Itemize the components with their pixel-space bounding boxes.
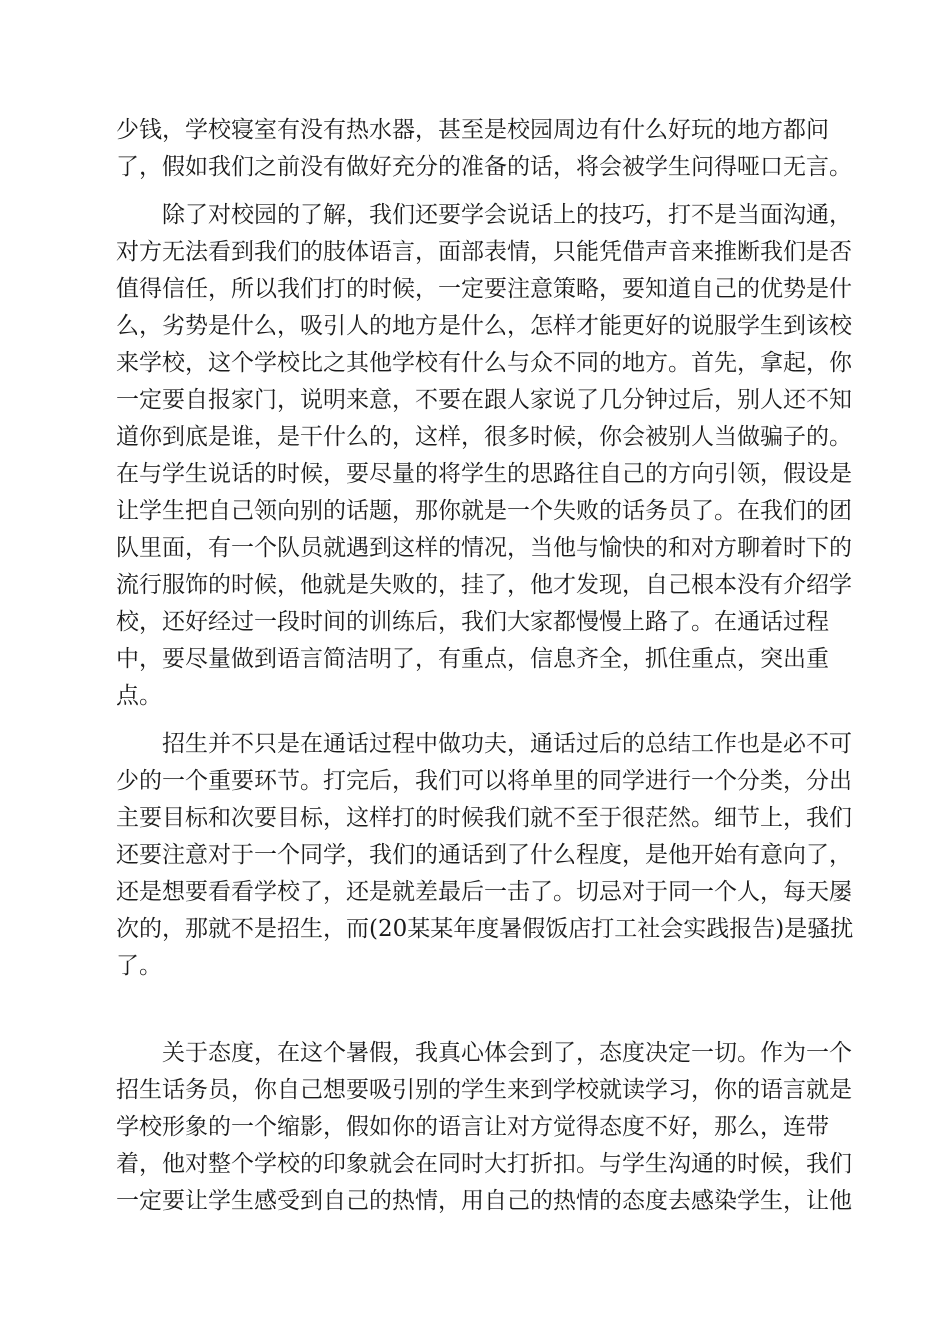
text-line: 主要目标和次要目标，这样打的时候我们就不至于很茫然。细节上，我们 bbox=[116, 805, 852, 831]
text-line: 了，假如我们之前没有做好充分的准备的话，将会被学生问得哑口无言。 bbox=[116, 154, 852, 180]
text-line: 还是想要看看学校了，还是就差最后一击了。切忌对于同一个人，每天屡 bbox=[116, 879, 852, 905]
paragraph-3 bbox=[116, 726, 854, 985]
text-line: 对方无法看到我们的肢体语言，面部表情，只能凭借声音来推断我们是否 bbox=[116, 239, 852, 265]
text-line: 次的，那就不是招生，而(20某某年度暑假饭店打工社会实践报告)是骚扰 bbox=[116, 916, 854, 942]
text-line: 少钱，学校寝室有没有热水器，甚至是校园周边有什么好玩的地方都问 bbox=[116, 117, 829, 143]
text-line: 流行服饰的时候，他就是失败的，挂了，他才发现，自己根本没有介绍学 bbox=[116, 572, 852, 598]
text-line: 除了对校园的了解，我们还要学会说话上的技巧，打不是当面沟通， bbox=[116, 202, 852, 228]
text-line: 少的一个重要环节。打完后，我们可以将单里的同学进行一个分类，分出 bbox=[116, 768, 852, 794]
text-line: 么，劣势是什么，吸引人的地方是什么，怎样才能更好的说服学生到该校 bbox=[116, 313, 852, 339]
text-line: 点。 bbox=[116, 683, 162, 709]
paragraph-4 bbox=[116, 1035, 852, 1220]
text-line: 一定要让学生感受到自己的热情，用自己的热情的态度去感染学生，让他 bbox=[116, 1188, 852, 1214]
text-line: 队里面，有一个队员就遇到这样的情况，当他与愉快的和对方聊着时下的 bbox=[116, 535, 852, 561]
text-line: 校，还好经过一段时间的训练后，我们大家都慢慢上路了。在通话过程 bbox=[116, 609, 829, 635]
text-line: 让学生把自己领向别的话题，那你就是一个失败的话务员了。在我们的团 bbox=[116, 498, 852, 524]
text-line: 来学校，这个学校比之其他学校有什么与众不同的地方。首先，拿起，你 bbox=[116, 350, 852, 376]
paragraph-2 bbox=[116, 197, 852, 715]
text-line: 一定要自报家门，说明来意，不要在跟人家说了几分钟过后，别人还不知 bbox=[116, 387, 852, 413]
text-line: 关于态度，在这个暑假，我真心体会到了，态度决定一切。作为一个 bbox=[116, 1040, 852, 1066]
text-line: 招生并不只是在通话过程中做功夫，通话过后的总结工作也是必不可 bbox=[116, 731, 852, 757]
text-line: 着，他对整个学校的印象就会在同时大打折扣。与学生沟通的时候，我们 bbox=[116, 1151, 852, 1177]
text-line: 值得信任，所以我们打的时候，一定要注意策略，要知道自己的优势是什 bbox=[116, 276, 852, 302]
text-line: 了。 bbox=[116, 953, 162, 979]
text-line: 招生话务员，你自己想要吸引别的学生来到学校就读学习，你的语言就是 bbox=[116, 1077, 852, 1103]
paragraph-1 bbox=[116, 112, 852, 186]
text-line: 在与学生说话的时候，要尽量的将学生的思路往自己的方向引领，假设是 bbox=[116, 461, 852, 487]
text-line: 中，要尽量做到语言简洁明了，有重点，信息齐全，抓住重点，突出重 bbox=[116, 646, 829, 672]
text-line: 还要注意对于一个同学，我们的通话到了什么程度，是他开始有意向了， bbox=[116, 842, 852, 868]
text-line: 道你到底是谁，是干什么的，这样，很多时候，你会被别人当做骗子的。 bbox=[116, 424, 852, 450]
text-line: 学校形象的一个缩影，假如你的语言让对方觉得态度不好，那么，连带 bbox=[116, 1114, 829, 1140]
